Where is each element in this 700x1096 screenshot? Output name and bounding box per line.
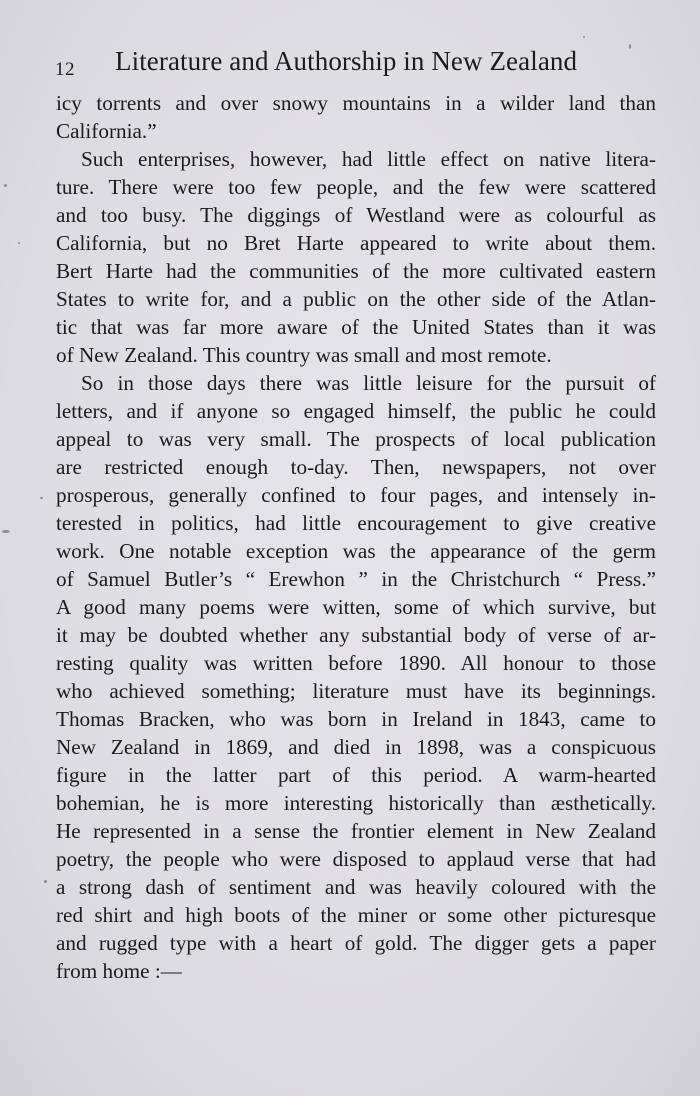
text-line: it may be doubted whether any substantial body of verse of ar- (56, 623, 656, 647)
text-line: and rugged type with a heart of gold. The digger gets a paper (56, 931, 656, 955)
text-line: prosperous, generally confined to four pages, and intensely in- (56, 483, 656, 507)
text-line: California.” (56, 119, 157, 143)
text-line: terested in politics, had little encouragement to give creative (56, 511, 656, 535)
text-line: of Samuel Butler’s “ Erewhon ” in the Christchurch “ Press.” (56, 567, 656, 591)
text-line: New Zealand in 1869, and died in 1898, was a conspicuous (56, 735, 656, 759)
paper-speck (18, 242, 20, 244)
text-line: and too busy. The diggings of Westland were as colourful as (56, 203, 656, 227)
paper-speck (44, 880, 47, 883)
text-line: who achieved something; literature must have its beginnings. (56, 679, 656, 703)
text-line: work. One notable exception was the appearance of the germ (56, 539, 656, 563)
text-line: Such enterprises, however, had little effect on native litera- (81, 147, 656, 171)
text-line: He represented in a sense the frontier element in New Zealand (56, 819, 656, 843)
text-line: ture. There were too few people, and the few were scattered (56, 175, 656, 199)
text-line: figure in the latter part of this period. A warm-hearted (56, 763, 656, 787)
text-line: icy torrents and over snowy mountains in a wilder land than (56, 91, 656, 115)
paper-speck (4, 184, 7, 187)
paper-speck (629, 44, 631, 49)
text-line: a strong dash of sentiment and was heavily coloured with the (56, 875, 656, 899)
text-line: States to write for, and a public on the other side of the Atlan- (56, 287, 656, 311)
text-line: tic that was far more aware of the United States than it was (56, 315, 656, 339)
text-line: from home :— (56, 959, 182, 983)
text-line: Bert Harte had the communities of the more cultivated eastern (56, 259, 656, 283)
paper-speck (583, 36, 585, 38)
text-line: Thomas Bracken, who was born in Ireland in 1843, came to (56, 707, 656, 731)
text-line: letters, and if anyone so engaged himself, the public he could (56, 399, 656, 423)
text-line: are restricted enough to-day. Then, newspapers, not over (56, 455, 656, 479)
body-text (56, 89, 656, 985)
paper-speck (40, 497, 43, 499)
text-line: of New Zealand. This country was small and most remote. (56, 343, 552, 367)
paper-speck (2, 530, 10, 533)
page-number: 12 (55, 59, 75, 80)
text-line: So in those days there was little leisure for the pursuit of (81, 371, 656, 395)
text-line: appeal to was very small. The prospects of local publication (56, 427, 656, 451)
text-line: bohemian, he is more interesting historically than æsthetically. (56, 791, 656, 815)
text-line: red shirt and high boots of the miner or some other picturesque (56, 903, 656, 927)
page-header (55, 46, 615, 86)
text-line: resting quality was written before 1890. All honour to those (56, 651, 656, 675)
text-line: California, but no Bret Harte appeared to write about them. (56, 231, 656, 255)
text-line: A good many poems were witten, some of which survive, but (56, 595, 656, 619)
text-line: poetry, the people who were disposed to applaud verse that had (56, 847, 656, 871)
running-head: Literature and Authorship in New Zealand (115, 46, 578, 76)
